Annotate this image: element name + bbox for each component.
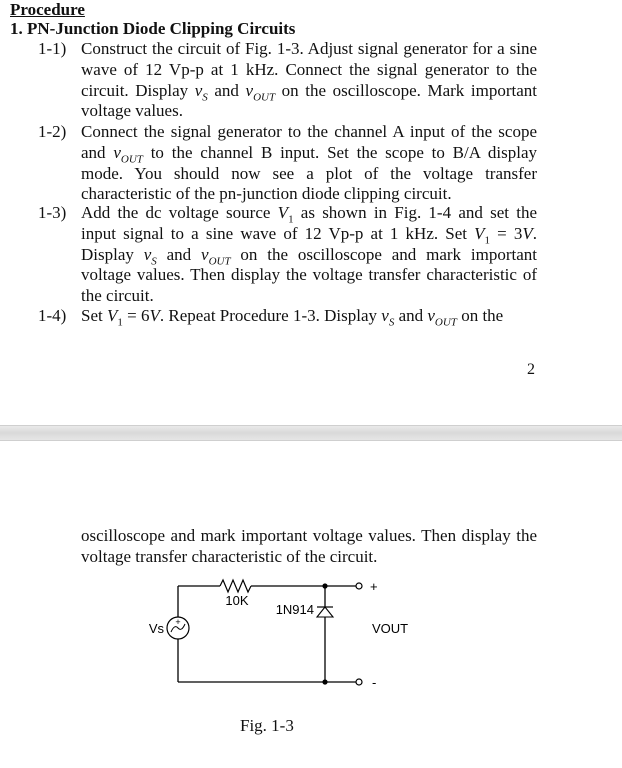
page-separator (0, 425, 622, 441)
figure-caption: Fig. 1-3 (240, 716, 294, 735)
step-text: Connect the signal generator to the channel A input of the scope and $v_{OUT}$ to the channel B input. Set the scope to B/A display mode. You should now see a plot of the voltage transfer characteristic of the pn-junction diode clipping circuit. (81, 122, 537, 204)
procedure-heading: Procedure (10, 0, 85, 19)
diode-label: 1N914 (275, 602, 314, 617)
continuation-text: oscilloscope and mark important voltage values. Then display the voltage transfer characteristic of the circuit. (81, 526, 537, 566)
step-text: Construct the circuit of Fig. 1-3. Adjust signal generator for a sine wave of 12 Vp-p at 1 kHz. Connect the signal generator to the circuit. Display $v_S$ and $v_{OUT}$ on the oscilloscope. Mark important voltage values. (81, 39, 537, 121)
source-plus-sign: + (175, 617, 181, 627)
diode-symbol (317, 607, 333, 617)
step-text: Add the dc voltage source $V_1$ as shown in Fig. 1-4 and set the input signal to a sine wave of 12 Vp-p at 1 kHz. Set $V_1 = 3V$. Display $v_S$ and $v_{OUT}$ on the oscilloscope and mark important voltage values. Then display the voltage transfer characteristic of the circuit. (81, 203, 537, 306)
output-terminal-minus (356, 679, 362, 685)
page-number: 2 (527, 361, 535, 378)
junction-dot-bottom (322, 679, 327, 684)
resistor-symbol (220, 580, 251, 592)
terminal-minus-label: - (372, 675, 377, 690)
step-number: 1-3) (38, 203, 67, 222)
terminal-plus-label: + (370, 579, 378, 594)
junction-dot-top (322, 583, 327, 588)
step-number: 1-4) (38, 306, 67, 325)
step-number: 1-1) (38, 39, 67, 58)
circuit-diagram (130, 570, 430, 710)
step-text: Set $V_1 = 6V$. Repeat Procedure 1-3. Display $v_S$ and $v_{OUT}$ on the (81, 306, 504, 329)
output-label: VOUT (372, 621, 409, 636)
resistor-label: 10K (225, 593, 249, 608)
source-label: Vs (148, 621, 164, 636)
output-terminal-plus (356, 583, 362, 589)
section-title: 1. PN-Junction Diode Clipping Circuits (10, 19, 296, 38)
step-number: 1-2) (38, 122, 67, 141)
